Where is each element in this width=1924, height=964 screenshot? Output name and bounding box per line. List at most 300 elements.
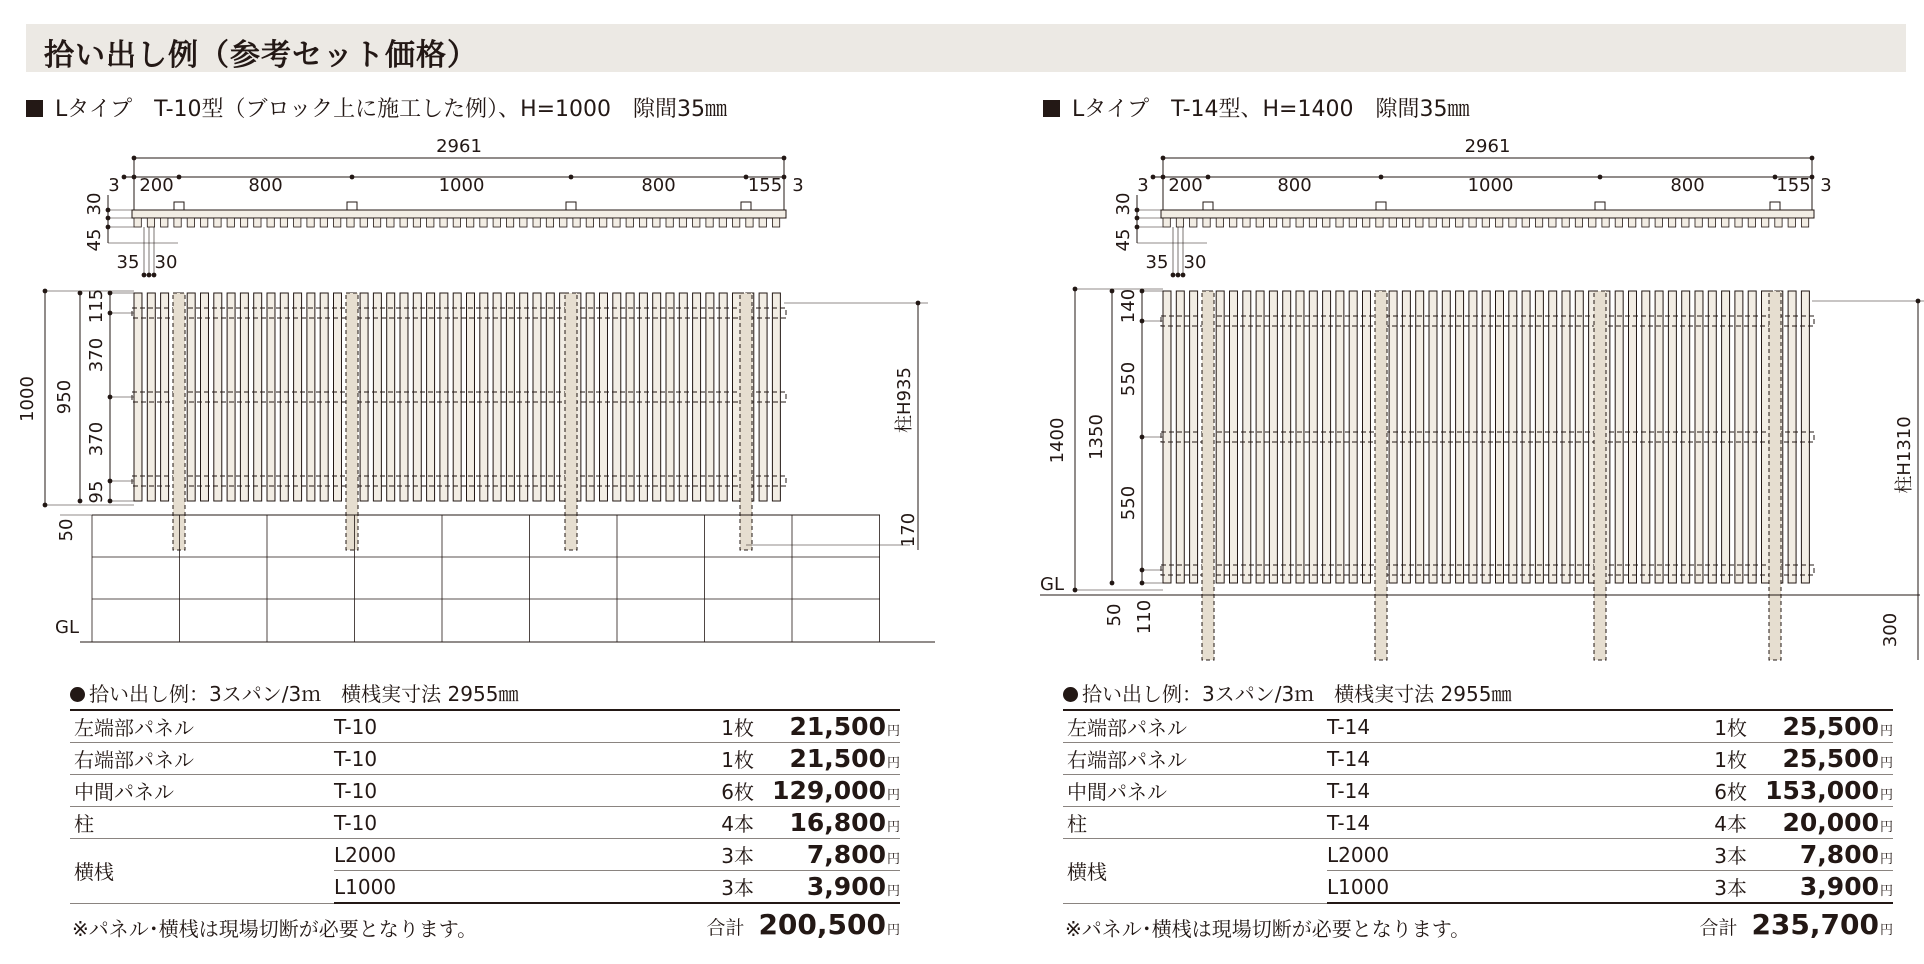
slat: [280, 293, 288, 501]
post-plan: [1770, 202, 1780, 210]
qty-cell: 1枚: [1627, 743, 1755, 775]
dimension-label: 30: [84, 192, 105, 216]
slat: [1389, 291, 1397, 583]
yen-unit: 円: [1879, 788, 1893, 803]
price-amount: 153,000: [1765, 776, 1879, 805]
post-plan: [347, 202, 357, 210]
slat-plan: [427, 218, 434, 227]
dimension-label: 370: [86, 337, 107, 373]
slat: [320, 293, 328, 501]
slat-plan: [440, 218, 447, 227]
slat: [1176, 291, 1184, 583]
price-cell: [762, 710, 900, 743]
spec-cell: L1000: [334, 871, 634, 904]
dimension-dot: [1110, 581, 1115, 586]
post-plan: [1376, 202, 1386, 210]
gl-label: GL: [55, 617, 79, 638]
gl-label: GL: [1040, 574, 1064, 595]
dimension-label: 柱H935: [894, 367, 915, 433]
bullet-icon: [1063, 687, 1078, 702]
yen-unit: 円: [1879, 884, 1893, 899]
slat: [453, 293, 461, 501]
dimension-label: 1400: [1047, 417, 1068, 464]
slat-plan: [733, 218, 740, 227]
dimension-dot: [1916, 299, 1921, 304]
dimension-label: 200: [1168, 175, 1203, 196]
slat-plan: [600, 218, 607, 227]
slat-plan: [1735, 218, 1742, 227]
slat-plan: [347, 218, 354, 227]
price-cell: [762, 839, 900, 871]
slat: [639, 293, 647, 501]
total-label: 合計: [1699, 917, 1738, 939]
slat-plan: [1589, 218, 1596, 227]
slat-plan: [294, 218, 301, 227]
slat: [759, 293, 767, 501]
spec-cell: T-14: [1327, 775, 1627, 807]
dimension-label: 50: [56, 518, 77, 542]
slat: [1309, 291, 1317, 583]
yen-unit: 円: [886, 788, 900, 803]
spec-cell: T-14: [1327, 710, 1627, 743]
yen-unit: 円: [886, 923, 900, 938]
qty-cell: 4本: [1627, 807, 1755, 839]
price-cell: [1755, 710, 1893, 743]
slat-plan: [586, 218, 593, 227]
slat-plan: [1801, 218, 1808, 227]
dimension-dot: [1110, 289, 1115, 294]
slat: [187, 293, 195, 501]
right-total: [1699, 908, 1893, 941]
price-cell: [1755, 807, 1893, 839]
item-cell: 右端部パネル: [1063, 743, 1327, 775]
slat: [1801, 291, 1809, 583]
dimension-label: 2961: [436, 136, 482, 157]
slat-plan: [1655, 218, 1662, 227]
price-cell: [762, 775, 900, 807]
slat-plan: [1562, 218, 1569, 227]
dimension-dot: [78, 499, 83, 504]
left-footer: [70, 904, 900, 944]
post: [1769, 291, 1781, 660]
slat-plan: [1615, 218, 1622, 227]
table-row: [1063, 743, 1893, 775]
slat-plan: [307, 218, 314, 227]
slat-plan: [613, 218, 620, 227]
slat: [1256, 291, 1264, 583]
slat: [1496, 291, 1504, 583]
dimension-label: 35: [116, 252, 140, 273]
slat-plan: [1416, 218, 1423, 227]
slat: [1788, 291, 1796, 583]
slat-plan: [533, 218, 540, 227]
total-amount: 235,700: [1751, 908, 1879, 941]
qty-cell: 4本: [634, 807, 762, 839]
slat: [1336, 291, 1344, 583]
yen-unit: 円: [1879, 756, 1893, 771]
item-cell: 右端部パネル: [70, 743, 334, 775]
slat: [227, 293, 235, 501]
spec-cell: T-10: [334, 775, 634, 807]
slat: [719, 293, 727, 501]
dimension-label: 950: [54, 379, 75, 415]
right-price-table: [1063, 709, 1893, 904]
post-plan: [741, 202, 751, 210]
slat: [1363, 291, 1371, 583]
dimension-label: 140: [1118, 288, 1139, 324]
dimension-label: 115: [86, 288, 107, 324]
left-price-table: [70, 709, 900, 904]
qty-cell: 6枚: [1627, 775, 1755, 807]
slat: [467, 293, 475, 501]
dimension-label: 155: [1776, 175, 1811, 196]
slat-plan: [1323, 218, 1330, 227]
qty-cell: 3本: [1627, 839, 1755, 871]
slat-plan: [1363, 218, 1370, 227]
price-amount: 20,000: [1782, 808, 1879, 837]
dimension-label: 1000: [438, 175, 485, 196]
slat-plan: [666, 218, 673, 227]
price-cell: [762, 743, 900, 775]
slat-plan: [1203, 218, 1210, 227]
slat-plan: [1296, 218, 1303, 227]
slat-plan: [1283, 218, 1290, 227]
dimension-label: 3: [792, 175, 804, 196]
left-price-example: [70, 680, 900, 944]
spec-cell: L2000: [1327, 839, 1627, 871]
slat: [1402, 291, 1410, 583]
dimension-label: 110: [1134, 599, 1155, 635]
slat: [679, 293, 687, 501]
dimension-dot: [78, 291, 83, 296]
slat: [1682, 291, 1690, 583]
dimension-label: 800: [1670, 175, 1705, 196]
slat: [1469, 291, 1477, 583]
price-amount: 21,500: [789, 712, 886, 741]
table-row: [70, 743, 900, 775]
left-total: [706, 908, 900, 941]
slat-plan: [1602, 218, 1609, 227]
slat-plan: [1762, 218, 1769, 227]
slat: [653, 293, 661, 501]
slat: [147, 293, 155, 501]
square-bullet-icon: [1043, 100, 1060, 117]
page-title: 拾い出し例（参考セット価格）: [44, 38, 478, 73]
slat-plan: [1389, 218, 1396, 227]
slat: [693, 293, 701, 501]
slat-plan: [1469, 218, 1476, 227]
slat: [413, 293, 421, 501]
dimension-dot: [1598, 175, 1603, 180]
slat-plan: [1668, 218, 1675, 227]
dimension-label: 50: [1104, 603, 1125, 627]
slat-plan: [1695, 218, 1702, 227]
slat: [267, 293, 275, 501]
spec-cell: L2000: [334, 839, 634, 871]
slat-plan: [1230, 218, 1237, 227]
spec-cell: T-14: [1327, 743, 1627, 775]
qty-cell: 1枚: [1627, 710, 1755, 743]
slat-plan: [1629, 218, 1636, 227]
slat-plan: [746, 218, 753, 227]
dimension-label: 30: [1183, 252, 1207, 273]
price-amount: 7,800: [806, 840, 886, 869]
left-example-title-text: 拾い出し例：3スパン/3ｍ 横桟実寸法 2955㎜: [89, 682, 519, 706]
slat-plan: [1549, 218, 1556, 227]
post-plan: [566, 202, 576, 210]
item-cell: 柱: [1063, 807, 1327, 839]
dimension-label: 30: [154, 252, 178, 273]
slat: [1283, 291, 1291, 583]
yen-unit: 円: [886, 724, 900, 739]
bullet-icon: [70, 687, 85, 702]
slat-plan: [679, 218, 686, 227]
slat-plan: [1176, 218, 1183, 227]
dimension-label: 1000: [1467, 175, 1514, 196]
price-cell: [762, 807, 900, 839]
dimension-dot: [350, 175, 355, 180]
dimension-label: 800: [248, 175, 283, 196]
price-amount: 16,800: [789, 808, 886, 837]
slat: [1735, 291, 1743, 583]
slat: [1708, 291, 1716, 583]
table-row: [70, 775, 900, 807]
slat: [1163, 291, 1171, 583]
post-plan: [1203, 202, 1213, 210]
yen-unit: 円: [1879, 724, 1893, 739]
spec-cell: L1000: [1327, 871, 1627, 904]
slat: [1722, 291, 1730, 583]
slat-plan: [334, 218, 341, 227]
slat-plan: [573, 218, 580, 227]
slat-plan: [1269, 218, 1276, 227]
right-example-title: [1063, 680, 1893, 709]
price-cell: [1755, 743, 1893, 775]
slat: [520, 293, 528, 501]
slat: [427, 293, 435, 501]
qty-cell: 3本: [634, 839, 762, 871]
slat-plan: [1522, 218, 1529, 227]
dimension-label: 300: [1880, 612, 1901, 648]
slat-plan: [560, 218, 567, 227]
slat-plan: [1775, 218, 1782, 227]
dimension-dot: [916, 301, 921, 306]
slat: [666, 293, 674, 501]
slat: [1642, 291, 1650, 583]
slat-plan: [719, 218, 726, 227]
slat-plan: [1256, 218, 1263, 227]
table-row: [1063, 710, 1893, 743]
rail-plan: [1161, 210, 1814, 218]
slat-plan: [1575, 218, 1582, 227]
slat: [1349, 291, 1357, 583]
right-example-title-text: 拾い出し例：3スパン/3ｍ 横桟実寸法 2955㎜: [1082, 682, 1512, 706]
slat: [1243, 291, 1251, 583]
slat: [1615, 291, 1623, 583]
price-amount: 25,500: [1782, 744, 1879, 773]
table-row: [1063, 839, 1893, 871]
price-amount: 129,000: [772, 776, 886, 805]
dimension-dot: [1151, 175, 1156, 180]
item-cell: 左端部パネル: [70, 710, 334, 743]
slat: [400, 293, 408, 501]
qty-cell: 1枚: [634, 743, 762, 775]
spec-cell: T-10: [334, 807, 634, 839]
qty-cell: 1枚: [634, 710, 762, 743]
slat-plan: [653, 218, 660, 227]
table-row: [70, 710, 900, 743]
slat-plan: [1482, 218, 1489, 227]
slat-plan: [1509, 218, 1516, 227]
slat-plan: [626, 218, 633, 227]
square-bullet-icon: [26, 100, 43, 117]
slat-plan: [493, 218, 500, 227]
price-amount: 25,500: [1782, 712, 1879, 741]
slat-plan: [161, 218, 168, 227]
qty-cell: 3本: [1627, 871, 1755, 904]
dimension-dot: [1379, 175, 1384, 180]
total-amount: 200,500: [758, 908, 886, 941]
slat: [307, 293, 315, 501]
post: [173, 293, 185, 550]
dimension-label: 2961: [1464, 136, 1511, 157]
slat: [1323, 291, 1331, 583]
dimension-dot: [177, 175, 182, 180]
dimension-label: 800: [1277, 175, 1312, 196]
slat-plan: [1429, 218, 1436, 227]
left-fence-diagram: [0, 135, 960, 675]
slat: [440, 293, 448, 501]
yen-unit: 円: [886, 884, 900, 899]
right-fence-diagram: [1030, 135, 1924, 675]
slat-plan: [360, 218, 367, 227]
price-cell: [762, 871, 900, 904]
slat-plan: [267, 218, 274, 227]
post: [740, 293, 752, 550]
post-plan: [174, 202, 184, 210]
slat-plan: [1642, 218, 1649, 227]
dimension-label: 1000: [17, 376, 38, 422]
slat-plan: [1376, 218, 1383, 227]
slat-plan: [1456, 218, 1463, 227]
item-cell: 中間パネル: [1063, 775, 1327, 807]
slat-plan: [1190, 218, 1197, 227]
slat-plan: [1442, 218, 1449, 227]
slat-plan: [1243, 218, 1250, 227]
left-section-title: [26, 92, 727, 123]
slat-plan: [1349, 218, 1356, 227]
dimension-label: 370: [86, 421, 107, 457]
yen-unit: 円: [886, 852, 900, 867]
item-cell: 横桟: [1063, 839, 1327, 904]
slat: [134, 293, 142, 501]
right-price-example: [1063, 680, 1893, 944]
slat: [600, 293, 608, 501]
slat: [1522, 291, 1530, 583]
item-cell: 柱: [70, 807, 334, 839]
slat: [493, 293, 501, 501]
dimension-label: 800: [641, 175, 676, 196]
dimension-label: 35: [1145, 252, 1169, 273]
right-note: ※パネル･横桟は現場切断が必要となります。: [1065, 917, 1471, 941]
dimension-label: 45: [1113, 228, 1134, 252]
spec-cell: T-10: [334, 743, 634, 775]
slat-plan: [387, 218, 394, 227]
slat: [1442, 291, 1450, 583]
slat: [1416, 291, 1424, 583]
slat: [480, 293, 488, 501]
post-plan: [1595, 202, 1605, 210]
header-bar: [26, 24, 1906, 72]
slat: [1509, 291, 1517, 583]
price-cell: [1755, 871, 1893, 904]
dimension-label: 95: [86, 480, 107, 504]
slat-plan: [1682, 218, 1689, 227]
price-cell: [1755, 839, 1893, 871]
yen-unit: 円: [1879, 852, 1893, 867]
slat: [546, 293, 554, 501]
post: [346, 293, 358, 550]
slat-plan: [413, 218, 420, 227]
slat: [1535, 291, 1543, 583]
slat: [506, 293, 514, 501]
slat-plan: [134, 218, 141, 227]
post: [1202, 291, 1214, 660]
table-row: [1063, 807, 1893, 839]
qty-cell: 3本: [634, 871, 762, 904]
price-cell: [1755, 775, 1893, 807]
left-section-title-text: Lタイプ T-10型（ブロック上に施工した例）、H=1000 隙間35㎜: [55, 97, 728, 122]
dimension-label: 3: [1137, 175, 1149, 196]
slat: [1190, 291, 1198, 583]
slat: [201, 293, 209, 501]
right-section-title: [1043, 92, 1469, 123]
slat: [733, 293, 741, 501]
yen-unit: 円: [886, 756, 900, 771]
slat: [1456, 291, 1464, 583]
slat: [1629, 291, 1637, 583]
spec-cell: T-10: [334, 710, 634, 743]
slat: [1429, 291, 1437, 583]
slat-plan: [772, 218, 779, 227]
dimension-label: 170: [898, 512, 919, 548]
slat: [772, 293, 780, 501]
slat-plan: [1535, 218, 1542, 227]
slat-plan: [1748, 218, 1755, 227]
dimension-dot: [122, 175, 127, 180]
post: [1375, 291, 1387, 660]
slat-plan: [693, 218, 700, 227]
slat: [586, 293, 594, 501]
dimension-label: 200: [139, 175, 174, 196]
slat: [1230, 291, 1238, 583]
slat-plan: [706, 218, 713, 227]
slat-plan: [639, 218, 646, 227]
slat-plan: [373, 218, 380, 227]
slat-plan: [280, 218, 287, 227]
slat-plan: [187, 218, 194, 227]
slat: [1762, 291, 1770, 583]
left-note: ※パネル･横桟は現場切断が必要となります。: [72, 917, 478, 941]
slat-plan: [467, 218, 474, 227]
rail-plan: [132, 210, 786, 218]
slat: [373, 293, 381, 501]
slat: [214, 293, 222, 501]
dimension-label: 550: [1118, 485, 1139, 521]
price-amount: 3,900: [1799, 872, 1879, 901]
dimension-label: 3: [108, 175, 120, 196]
slat: [1575, 291, 1583, 583]
